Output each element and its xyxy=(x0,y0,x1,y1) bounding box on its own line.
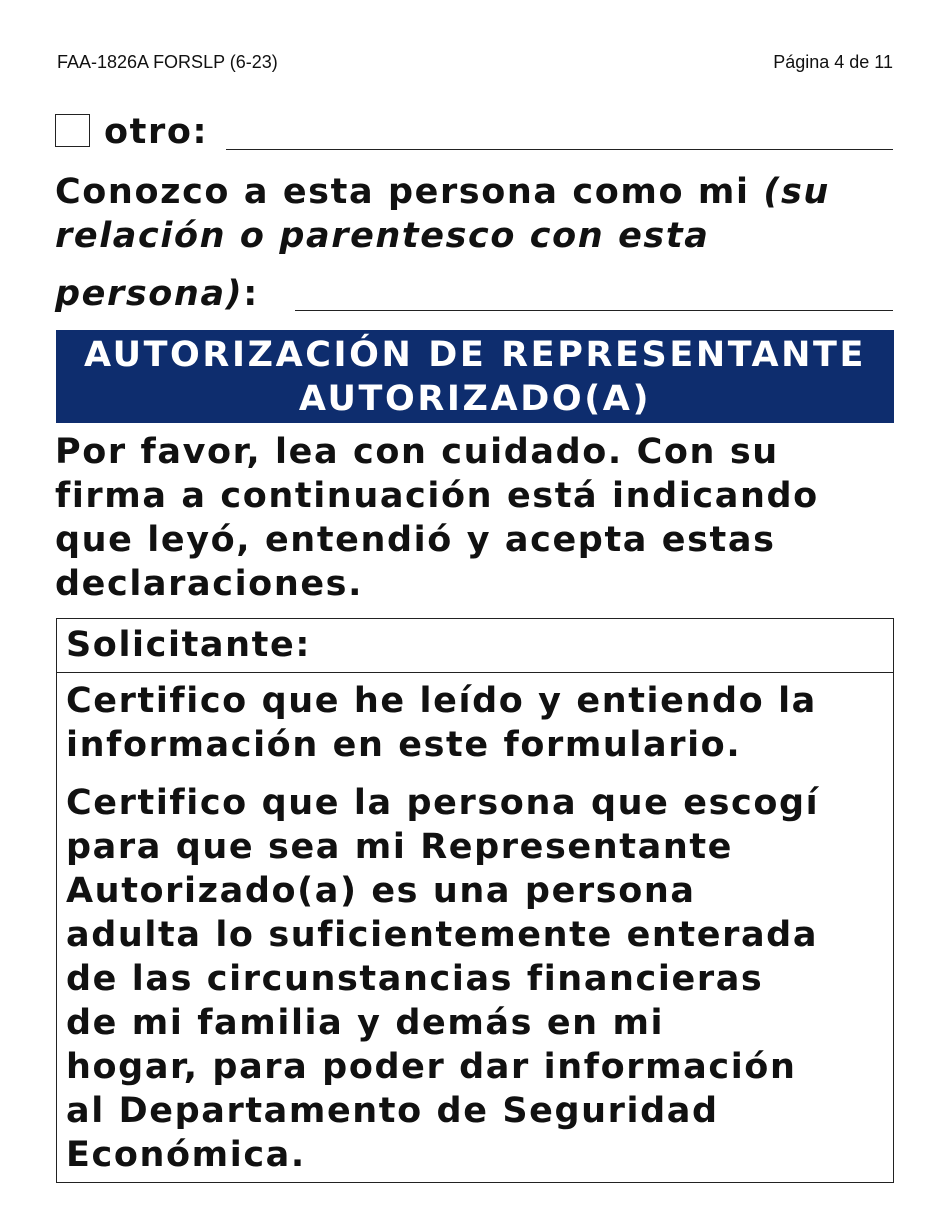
relationship-line-1-text: Conozco a esta persona como mi xyxy=(55,172,764,212)
relationship-question xyxy=(55,170,893,258)
relationship-line-1 xyxy=(55,170,893,214)
section-title-line-1: AUTORIZACIÓN DE REPRESENTANTE xyxy=(83,335,867,375)
relationship-colon: : xyxy=(243,274,259,314)
section-banner xyxy=(56,330,894,423)
certification-2-line: Certifico que la persona que escogí xyxy=(66,783,820,823)
applicant-heading: Solicitante: xyxy=(66,625,311,665)
instructions-line: que leyó, entendió y acepta estas xyxy=(55,520,776,560)
certification-2-line: de mi familia y demás en mi xyxy=(66,1003,665,1043)
instructions xyxy=(55,430,900,606)
other-input-line[interactable] xyxy=(226,149,893,150)
relationship-line-3 xyxy=(55,272,259,316)
certification-2-line: para que sea mi Representante xyxy=(66,827,734,867)
other-option-row xyxy=(55,110,893,156)
applicant-header xyxy=(57,619,893,673)
instructions-line: declaraciones. xyxy=(55,564,364,604)
relationship-input-line[interactable] xyxy=(295,310,893,311)
instructions-line: Por favor, lea con cuidado. Con su xyxy=(55,432,779,472)
certification-2-line: al Departamento de Seguridad xyxy=(66,1091,719,1131)
certification-2-line: hogar, para poder dar información xyxy=(66,1047,797,1087)
certification-2-line: de las circunstancias financieras xyxy=(66,959,764,999)
certification-1-line: información en este formulario. xyxy=(66,725,742,765)
certification-2 xyxy=(66,781,819,1177)
certification-2-line: Económica. xyxy=(66,1135,306,1175)
relationship-answer-row xyxy=(55,272,893,318)
certification-1 xyxy=(66,679,817,767)
certification-1-line: Certifico que he leído y entiendo la xyxy=(66,681,817,721)
form-code: FAA-1826A FORSLP (6-23) xyxy=(57,52,278,72)
relationship-line-3-italic: persona) xyxy=(55,274,244,314)
certification-2-line: Autorizado(a) es una persona xyxy=(66,871,696,911)
other-checkbox[interactable] xyxy=(55,114,90,147)
relationship-line-2: relación o parentesco con esta xyxy=(55,216,710,256)
section-title-line-2: AUTORIZADO(A) xyxy=(298,379,652,419)
page-header xyxy=(57,52,893,78)
instructions-line: firma a continuación está indicando xyxy=(55,476,819,516)
page-number: Página 4 de 11 xyxy=(773,52,893,72)
other-label: otro: xyxy=(104,112,209,152)
applicant-box xyxy=(56,618,894,1183)
relationship-line-1-italic: (su xyxy=(763,172,830,212)
certification-2-line: adulta lo suficientemente enterada xyxy=(66,915,819,955)
